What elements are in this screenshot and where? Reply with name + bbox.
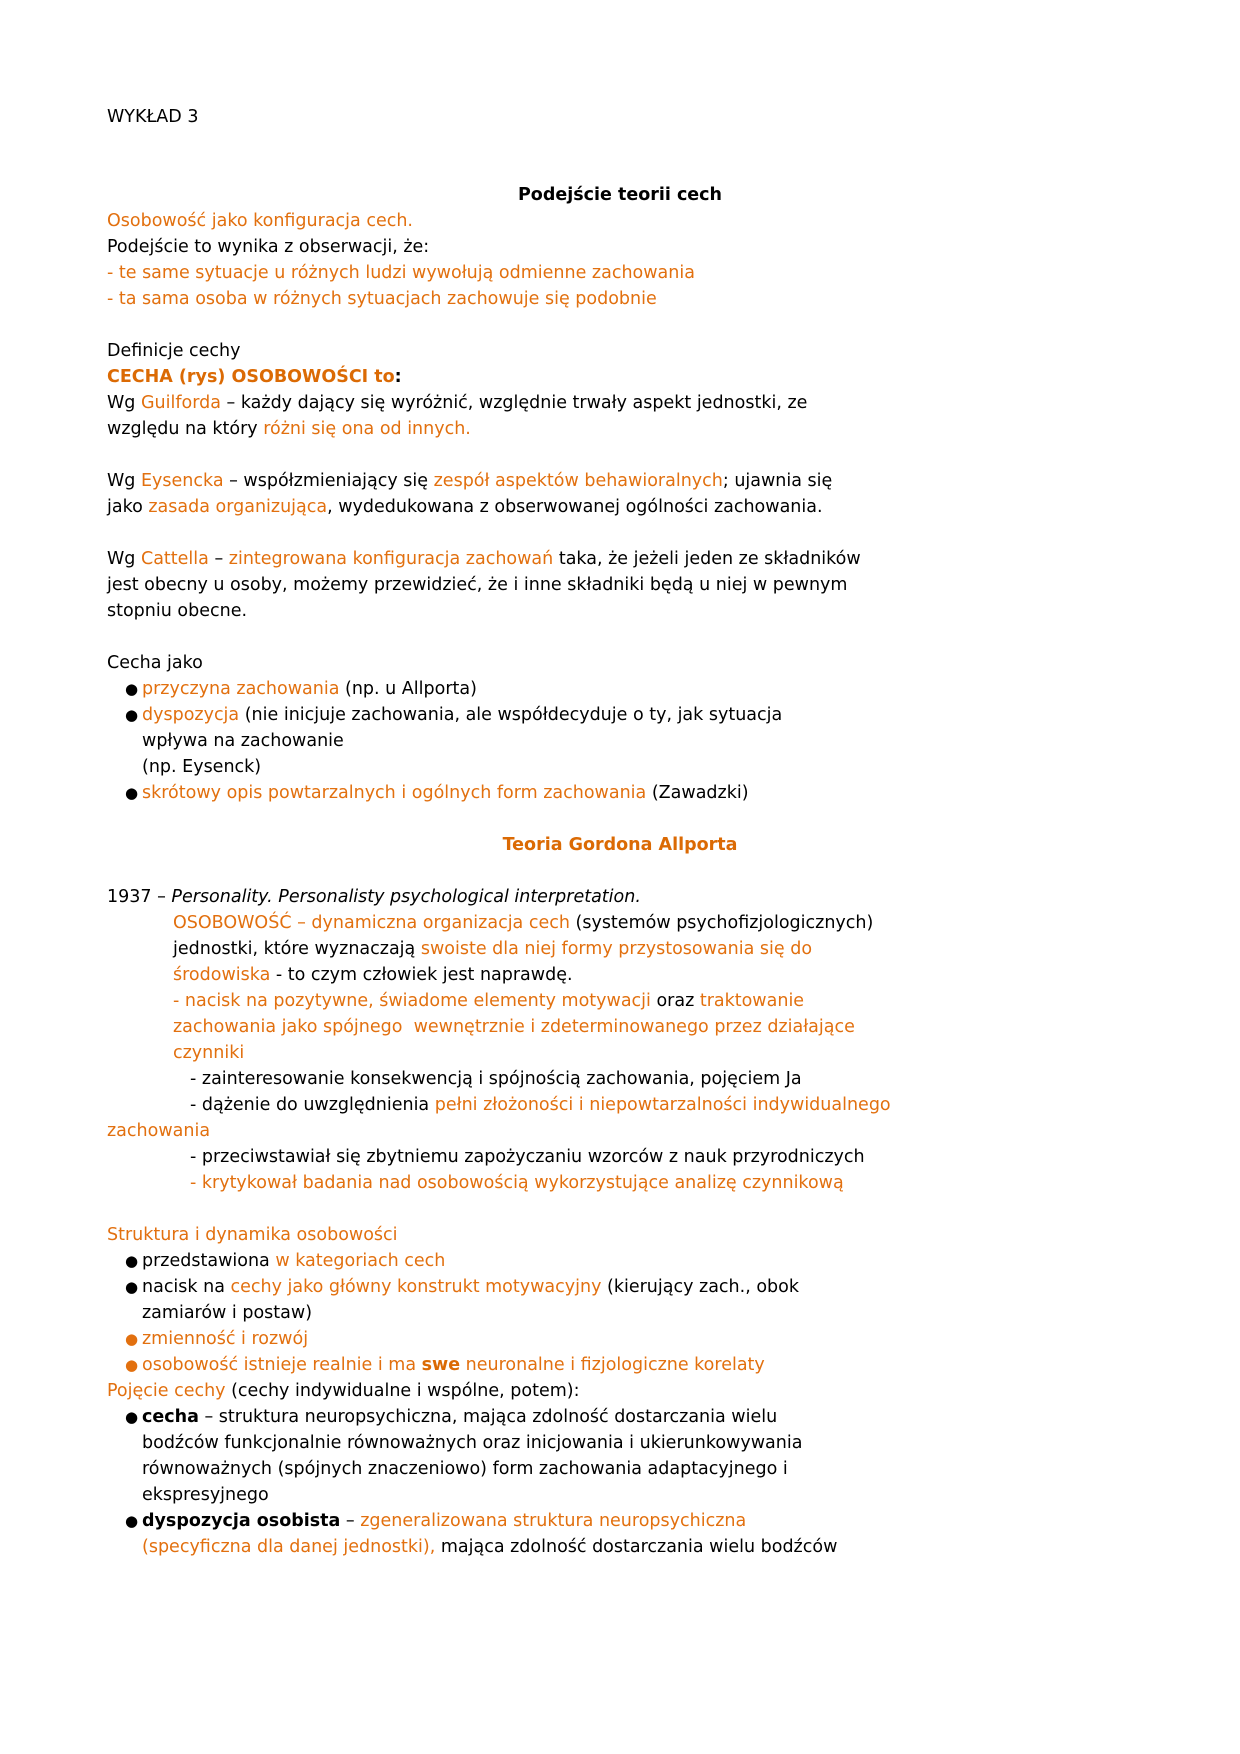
text-run: czynniki [173, 1043, 245, 1063]
text-line [107, 1222, 1133, 1248]
text-line [107, 104, 1133, 130]
bullet-item [107, 676, 1133, 702]
blank-line [107, 156, 1133, 182]
text-line [107, 260, 1133, 286]
text-line [107, 234, 1133, 260]
text-run: Podejście teorii cech [517, 185, 723, 205]
text-run: : [394, 367, 402, 387]
blank-line [107, 1196, 1133, 1222]
text-run: WYKŁAD 3 [107, 107, 199, 127]
text-line [107, 416, 1133, 442]
text-run: cechy jako główny konstrukt motywacyjny [230, 1277, 602, 1297]
text-run: Cecha jako [107, 653, 203, 673]
text-run: - zainteresowanie konsekwencją i spójnością zachowania, pojęciem Ja [190, 1069, 802, 1089]
text-run: dyspozycja osobista [142, 1511, 341, 1531]
text-run: (np. u Allporta) [339, 679, 477, 699]
text-run: stopniu obecne. [107, 601, 248, 621]
text-line [107, 364, 1133, 390]
text-run: Personality. Personalisty psychological interpretation. [171, 887, 641, 907]
text-run: – [208, 549, 229, 569]
text-run: dyspozycja [142, 705, 240, 725]
text-run: Eysencka [140, 471, 224, 491]
text-run: (systemów psychofizjologicznych) [569, 913, 874, 933]
text-line [107, 1378, 1133, 1404]
text-line [173, 962, 1133, 988]
text-run: - ta sama osoba w różnych sytuacjach zachowuje się podobnie [107, 289, 657, 309]
text-line [107, 390, 1133, 416]
text-run: środowiska [173, 965, 271, 985]
text-run: bodźców funkcjonalnie równoważnych oraz inicjowania i ukierunkowywania [142, 1433, 803, 1453]
text-run: - to czym człowiek jest naprawdę. [270, 965, 573, 985]
bullet-item [107, 1508, 1133, 1534]
text-run: Wg [107, 471, 141, 491]
text-run: , wydedukowana z obserwowanej ogólności zachowania. [327, 497, 823, 517]
text-run: Podejście to wynika z obserwacji, że: [107, 237, 430, 257]
bullet-item [107, 1248, 1133, 1274]
bullet-continuation-line [142, 754, 1133, 780]
text-run: różni się ona od innych. [263, 419, 471, 439]
bullet-text [142, 1404, 1133, 1430]
text-run: traktowanie [699, 991, 805, 1011]
text-run: – struktura neuropsychiczna, mająca zdolność dostarczania wielu [198, 1407, 778, 1427]
text-run: swe [421, 1355, 461, 1375]
bullet-dot: ● [125, 1278, 139, 1296]
document-content [107, 104, 1133, 1560]
text-run: mająca zdolność dostarczania wielu bodźców [435, 1537, 838, 1557]
text-line [107, 546, 1133, 572]
text-line [107, 468, 1133, 494]
bullet-dot: ● [125, 706, 139, 724]
text-line [107, 1118, 1133, 1144]
bullet-text [142, 780, 1133, 806]
text-run: swoiste dla niej formy przystosowania się do [420, 939, 813, 959]
text-run: Guilforda [140, 393, 221, 413]
text-line [190, 1066, 1133, 1092]
text-run: - przeciwstawiał się zbytniemu zapożyczaniu wzorców z nauk przyrodniczych [190, 1147, 865, 1167]
text-run: jednostki, które wyznaczają [173, 939, 421, 959]
bullet-text [142, 702, 1133, 728]
blank-line [107, 312, 1133, 338]
bullet-item [107, 780, 1133, 806]
text-run: przyczyna zachowania [142, 679, 340, 699]
text-run: 1937 – [107, 887, 172, 907]
text-run: Cattella [140, 549, 209, 569]
text-run: wpływa na zachowanie [142, 731, 344, 751]
bullet-dot: ● [125, 1408, 139, 1426]
text-line [107, 884, 1133, 910]
text-run: Osobowość jako konfiguracja cech. [107, 211, 413, 231]
text-line [107, 572, 1133, 598]
bullet-dot: ● [125, 680, 139, 698]
bullet-continuation-line [142, 1482, 1133, 1508]
text-run: zasada organizująca [148, 497, 328, 517]
bullet-text [142, 676, 1133, 702]
text-line [107, 208, 1133, 234]
bullet-text [142, 1352, 1133, 1378]
bullet-item [107, 1352, 1133, 1378]
text-line [190, 1092, 1133, 1118]
text-run: OSOBOWOŚĆ – dynamiczna organizacja cech [173, 913, 570, 933]
bullet-dot: ● [125, 1512, 139, 1530]
bullet-item [107, 1404, 1133, 1430]
bullet-item [107, 702, 1133, 728]
text-run: (nie inicjuje zachowania, ale współdecyduje o ty, jak sytuacja [239, 705, 783, 725]
text-run: zespół aspektów behawioralnych [433, 471, 723, 491]
text-run: Wg [107, 393, 141, 413]
text-run: (kierujący zach., obok [601, 1277, 799, 1297]
bullet-item [107, 1274, 1133, 1300]
bullet-continuation-line [142, 1534, 1133, 1560]
text-run: jest obecny u osoby, możemy przewidzieć, że i inne składniki będą u niej w pewnym [107, 575, 848, 595]
text-run: - dążenie do uwzględnienia [190, 1095, 435, 1115]
text-run: – [340, 1511, 361, 1531]
text-run: nacisk na [142, 1277, 231, 1297]
text-run: zmienność i rozwój [142, 1329, 309, 1349]
centered-heading [107, 182, 1133, 208]
bullet-dot: ● [125, 784, 139, 802]
text-run: cecha [142, 1407, 199, 1427]
text-line [190, 1170, 1133, 1196]
text-line [173, 936, 1133, 962]
bullet-dot: ● [125, 1356, 139, 1374]
text-run: skrótowy opis powtarzalnych i ogólnych form zachowania [142, 783, 647, 803]
text-line [173, 1040, 1133, 1066]
text-run: CECHA (rys) OSOBOWOŚCI to [107, 367, 395, 387]
text-line [107, 286, 1133, 312]
bullet-text [142, 1326, 1133, 1352]
text-run: w kategoriach cech [275, 1251, 446, 1271]
blank-line [107, 858, 1133, 884]
text-run: - te same sytuacje u różnych ludzi wywołują odmienne zachowania [107, 263, 695, 283]
text-line [107, 494, 1133, 520]
text-run: - nacisk na pozytywne, świadome elementy motywacji [173, 991, 651, 1011]
text-run: Struktura i dynamika osobowości [107, 1225, 398, 1245]
blank-line [107, 624, 1133, 650]
text-line [173, 988, 1133, 1014]
text-run: zintegrowana konfiguracja zachowań [228, 549, 554, 569]
text-run: – współzmieniający się [223, 471, 434, 491]
bullet-dot: ● [125, 1252, 139, 1270]
text-run: taka, że jeżeli jeden ze składników [553, 549, 861, 569]
text-run: równoważnych (spójnych znaczeniowo) form zachowania adaptacyjnego i [142, 1459, 788, 1479]
text-run: (np. Eysenck) [142, 757, 262, 777]
blank-line [107, 806, 1133, 832]
text-line [173, 910, 1133, 936]
text-run: ; ujawnia się [722, 471, 833, 491]
bullet-dot: ● [125, 1330, 139, 1348]
bullet-continuation-line [142, 1456, 1133, 1482]
text-run: Definicje cechy [107, 341, 241, 361]
text-line [107, 650, 1133, 676]
text-run: jako [107, 497, 149, 517]
text-run: ekspresyjnego [142, 1485, 269, 1505]
centered-heading [107, 832, 1133, 858]
bullet-item [107, 1326, 1133, 1352]
text-run: – każdy dający się wyróżnić, względnie trwały aspekt jednostki, ze [220, 393, 808, 413]
blank-line [107, 520, 1133, 546]
bullet-continuation-line [142, 1430, 1133, 1456]
text-run: - krytykował badania nad osobowością wykorzystujące analizę czynnikową [190, 1173, 844, 1193]
text-run: Pojęcie cechy [107, 1381, 226, 1401]
bullet-text [142, 1248, 1133, 1274]
bullet-continuation-line [142, 728, 1133, 754]
text-run: oraz [650, 991, 700, 1011]
text-run: względu na który [107, 419, 264, 439]
text-run: Teoria Gordona Allporta [502, 835, 738, 855]
text-run: (Zawadzki) [646, 783, 749, 803]
bullet-continuation-line [142, 1300, 1133, 1326]
text-run: zgeneralizowana struktura neuropsychiczna [360, 1511, 747, 1531]
bullet-text [142, 1274, 1133, 1300]
text-run: (cechy indywidualne i wspólne, potem): [225, 1381, 580, 1401]
text-line [107, 598, 1133, 624]
text-run: przedstawiona [142, 1251, 276, 1271]
text-line [107, 338, 1133, 364]
text-run: (specyficzna dla danej jednostki), [142, 1537, 436, 1557]
text-run: neuronalne i fizjologiczne korelaty [460, 1355, 765, 1375]
text-run: zachowania jako spójnego wewnętrznie i zdeterminowanego przez działające [173, 1017, 855, 1037]
text-run: zachowania [107, 1121, 211, 1141]
text-run: zamiarów i postaw) [142, 1303, 313, 1323]
text-line [173, 1014, 1133, 1040]
blank-line [107, 130, 1133, 156]
text-line [190, 1144, 1133, 1170]
blank-line [107, 442, 1133, 468]
text-run: osobowość istnieje realnie i ma [142, 1355, 422, 1375]
text-run: pełni złożoności i niepowtarzalności indywidualnego [434, 1095, 891, 1115]
text-run: Wg [107, 549, 141, 569]
bullet-text [142, 1508, 1133, 1534]
